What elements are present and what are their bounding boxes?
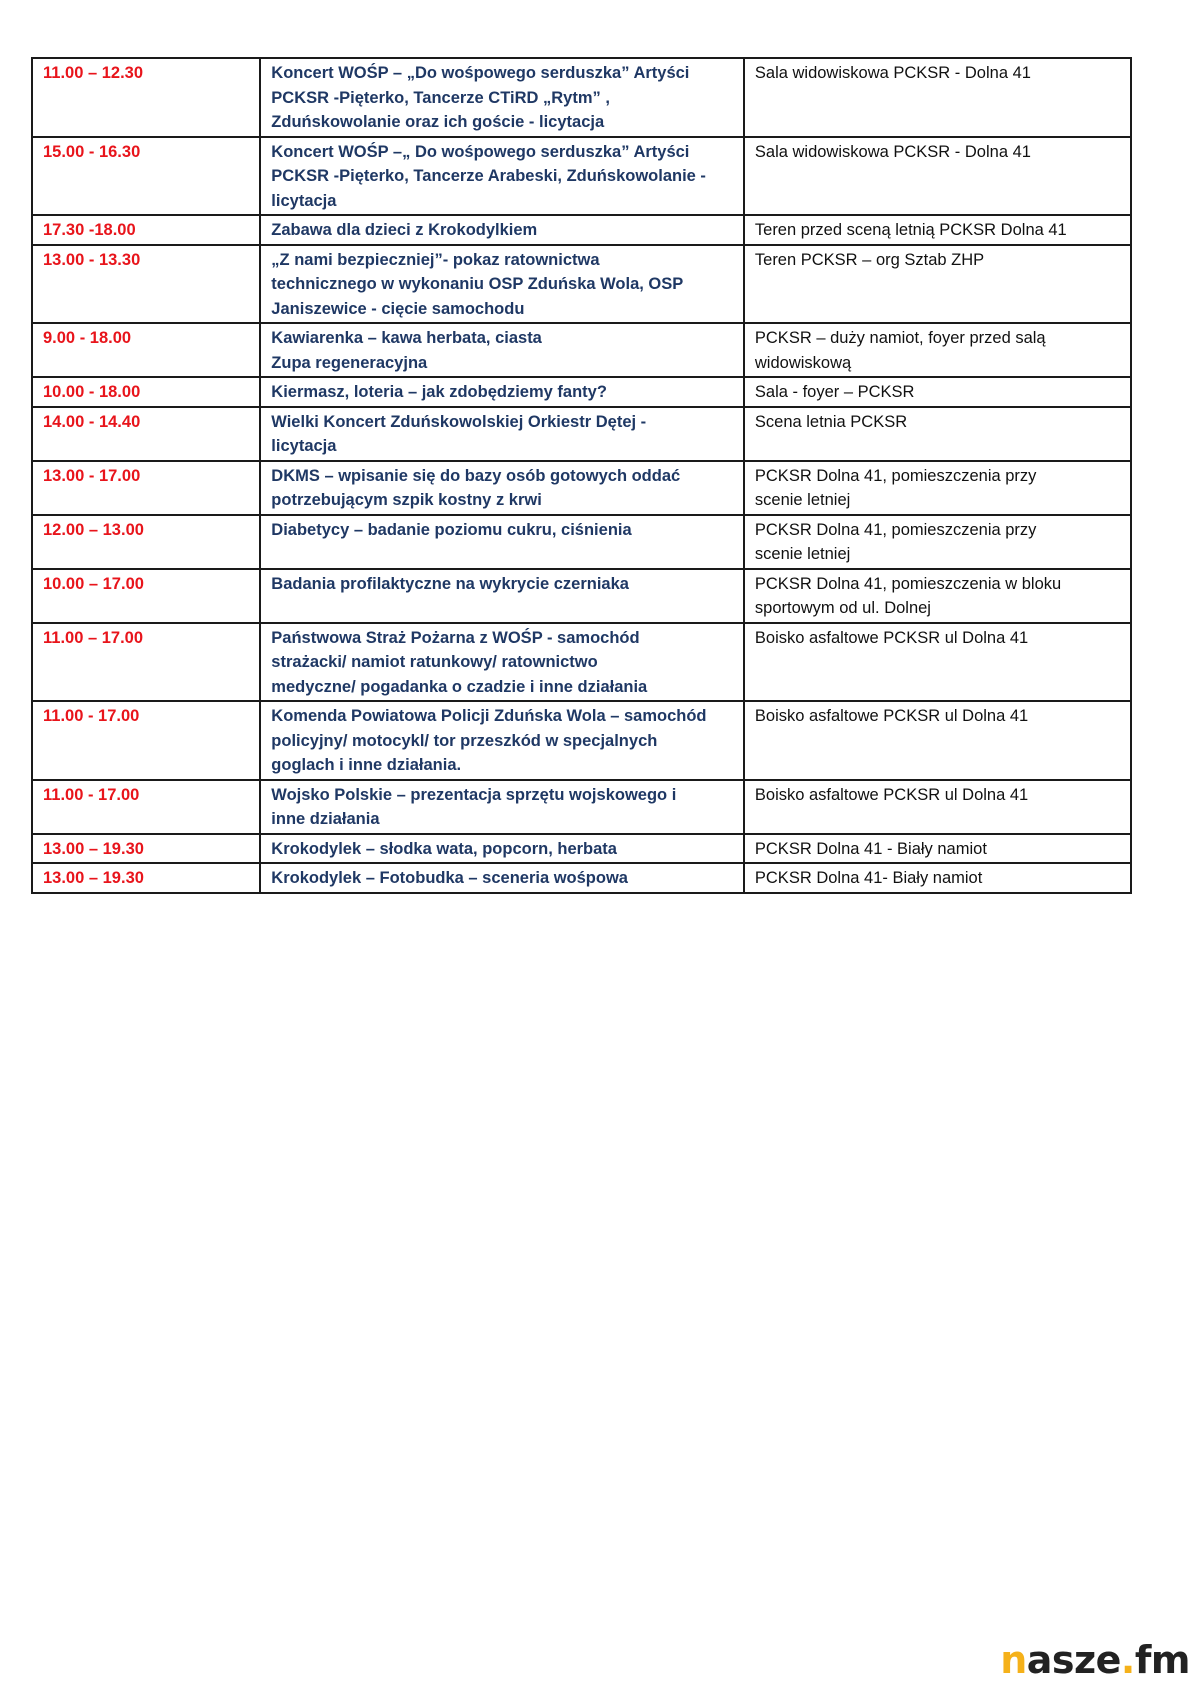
- schedule-row: [32, 834, 1131, 864]
- place-cell: [744, 623, 1131, 702]
- schedule-row: [32, 377, 1131, 407]
- place-cell: [744, 377, 1131, 407]
- event-cell: [260, 701, 744, 780]
- event-line: Zupa regeneracyjna: [271, 353, 428, 372]
- place-line: Scena letnia PCKSR: [754, 412, 908, 431]
- event-cell: [260, 245, 744, 324]
- event-line: licytacja: [271, 191, 337, 210]
- event-line: Wojsko Polskie – prezentacja sprzętu wojskowego i: [271, 785, 677, 804]
- event-line: goglach i inne działania.: [271, 756, 462, 774]
- event-line: inne działania: [271, 810, 380, 828]
- schedule-row: [32, 701, 1131, 780]
- time-cell: 10.00 - 18.00: [32, 377, 260, 407]
- event-cell: [260, 834, 744, 864]
- place-cell: [744, 461, 1131, 515]
- event-line: Kawiarenka – kawa herbata, ciasta: [271, 329, 542, 347]
- time-cell: 13.00 - 13.30: [32, 245, 260, 324]
- time-cell: 13.00 – 19.30: [32, 834, 260, 864]
- schedule-row: [32, 780, 1131, 834]
- event-line: Koncert WOŚP –„ Do wośpowego serduszka” Artyści: [271, 142, 690, 161]
- place-line: Sala - foyer – PCKSR: [754, 383, 915, 401]
- logo-accent-letter: n: [1000, 1638, 1027, 1682]
- event-cell: [260, 215, 744, 245]
- schedule-table: [31, 57, 1132, 894]
- event-line: licytacja: [271, 437, 337, 455]
- time-cell: 11.00 - 17.00: [32, 780, 260, 834]
- event-cell: [260, 58, 744, 137]
- place-line: Sala widowiskowa PCKSR - Dolna 41: [754, 64, 1031, 82]
- event-cell: [260, 377, 744, 407]
- schedule-row: [32, 215, 1131, 245]
- event-line: Koncert WOŚP – „Do wośpowego serduszka” Artyści: [271, 64, 690, 82]
- place-line: Teren przed sceną letnią PCKSR Dolna 41: [754, 221, 1067, 239]
- place-line: scenie letniej: [754, 545, 851, 563]
- event-cell: [260, 461, 744, 515]
- schedule-row: [32, 137, 1131, 216]
- place-line: PCKSR Dolna 41, pomieszczenia przy: [754, 466, 1037, 485]
- time-cell: 12.00 – 13.00: [32, 515, 260, 569]
- event-cell: [260, 780, 744, 834]
- event-line: Krokodylek – Fotobudka – sceneria wośpowa: [271, 869, 628, 887]
- event-line: PCKSR -Pięterko, Tancerze Arabeski, Zduńskowolanie -: [271, 167, 706, 185]
- place-cell: [744, 569, 1131, 623]
- nasze-fm-logo: [1000, 1638, 1190, 1682]
- schedule-row: [32, 515, 1131, 569]
- event-line: Janiszewice - cięcie samochodu: [271, 299, 525, 318]
- schedule-row: [32, 461, 1131, 515]
- place-cell: [744, 780, 1131, 834]
- schedule-row: [32, 407, 1131, 461]
- place-cell: [744, 323, 1131, 377]
- place-cell: [744, 834, 1131, 864]
- time-cell: 13.00 – 19.30: [32, 863, 260, 893]
- time-cell: 15.00 - 16.30: [32, 137, 260, 216]
- event-line: medyczne/ pogadanka o czadzie i inne działania: [271, 677, 648, 696]
- place-cell: [744, 58, 1131, 137]
- event-line: Zabawa dla dzieci z Krokodylkiem: [271, 221, 538, 239]
- place-line: sportowym od ul. Dolnej: [754, 599, 931, 617]
- event-cell: [260, 623, 744, 702]
- place-line: PCKSR Dolna 41, pomieszczenia w bloku: [754, 574, 1062, 593]
- place-cell: [744, 701, 1131, 780]
- event-line: strażacki/ namiot ratunkowy/ ratownictwo: [271, 653, 598, 671]
- schedule-row: [32, 623, 1131, 702]
- event-line: Zduńskowolanie oraz ich goście - licytacja: [271, 113, 605, 131]
- time-cell: 13.00 - 17.00: [32, 461, 260, 515]
- event-line: DKMS – wpisanie się do bazy osób gotowych oddać: [271, 466, 681, 485]
- place-line: Sala widowiskowa PCKSR - Dolna 41: [754, 142, 1031, 161]
- place-cell: [744, 407, 1131, 461]
- place-line: Teren PCKSR – org Sztab ZHP: [754, 250, 985, 269]
- event-line: Diabetycy – badanie poziomu cukru, ciśnienia: [271, 520, 632, 539]
- schedule-body: [32, 58, 1131, 893]
- event-line: Komenda Powiatowa Policji Zduńska Wola – samochód: [271, 707, 707, 725]
- logo-suffix: fm: [1134, 1638, 1190, 1682]
- place-cell: [744, 515, 1131, 569]
- place-cell: [744, 137, 1131, 216]
- time-cell: 9.00 - 18.00: [32, 323, 260, 377]
- place-line: PCKSR Dolna 41 - Biały namiot: [754, 839, 987, 858]
- event-line: Krokodylek – słodka wata, popcorn, herbata: [271, 839, 617, 858]
- place-cell: [744, 245, 1131, 324]
- event-line: technicznego w wykonaniu OSP Zduńska Wola, OSP: [271, 275, 684, 293]
- event-line: policyjny/ motocykl/ tor przeszkód w specjalnych: [271, 731, 658, 750]
- schedule-row: [32, 245, 1131, 324]
- event-line: Kiermasz, loteria – jak zdobędziemy fanty?: [271, 383, 607, 401]
- place-line: PCKSR Dolna 41- Biały namiot: [754, 869, 983, 887]
- event-line: Państwowa Straż Pożarna z WOŚP - samochód: [271, 628, 640, 647]
- place-line: Boisko asfaltowe PCKSR ul Dolna 41: [754, 785, 1029, 804]
- event-cell: [260, 137, 744, 216]
- event-cell: [260, 407, 744, 461]
- schedule-row: [32, 58, 1131, 137]
- event-line: Badania profilaktyczne na wykrycie czerniaka: [271, 574, 629, 593]
- place-line: Boisko asfaltowe PCKSR ul Dolna 41: [754, 628, 1029, 647]
- logo-dot: .: [1120, 1638, 1135, 1682]
- place-line: Boisko asfaltowe PCKSR ul Dolna 41: [754, 707, 1029, 725]
- event-line: PCKSR -Pięterko, Tancerze CTiRD „Rytm” ,: [271, 88, 610, 107]
- time-cell: 11.00 - 17.00: [32, 701, 260, 780]
- logo-text: asze: [1026, 1638, 1121, 1682]
- time-cell: 11.00 – 12.30: [32, 58, 260, 137]
- schedule-row: [32, 569, 1131, 623]
- schedule-row: [32, 863, 1131, 893]
- event-line: „Z nami bezpieczniej”- pokaz ratownictwa: [271, 250, 600, 269]
- event-cell: [260, 569, 744, 623]
- time-cell: 17.30 -18.00: [32, 215, 260, 245]
- place-cell: [744, 863, 1131, 893]
- event-line: potrzebującym szpik kostny z krwi: [271, 491, 542, 509]
- place-line: widowiskową: [754, 353, 852, 372]
- event-cell: [260, 515, 744, 569]
- time-cell: 11.00 – 17.00: [32, 623, 260, 702]
- event-line: Wielki Koncert Zduńskowolskiej Orkiestr Dętej -: [271, 412, 647, 431]
- place-line: scenie letniej: [754, 491, 851, 509]
- event-cell: [260, 323, 744, 377]
- schedule-row: [32, 323, 1131, 377]
- place-line: PCKSR – duży namiot, foyer przed salą: [754, 329, 1046, 347]
- time-cell: 14.00 - 14.40: [32, 407, 260, 461]
- time-cell: 10.00 – 17.00: [32, 569, 260, 623]
- place-line: PCKSR Dolna 41, pomieszczenia przy: [754, 520, 1037, 539]
- event-cell: [260, 863, 744, 893]
- place-cell: [744, 215, 1131, 245]
